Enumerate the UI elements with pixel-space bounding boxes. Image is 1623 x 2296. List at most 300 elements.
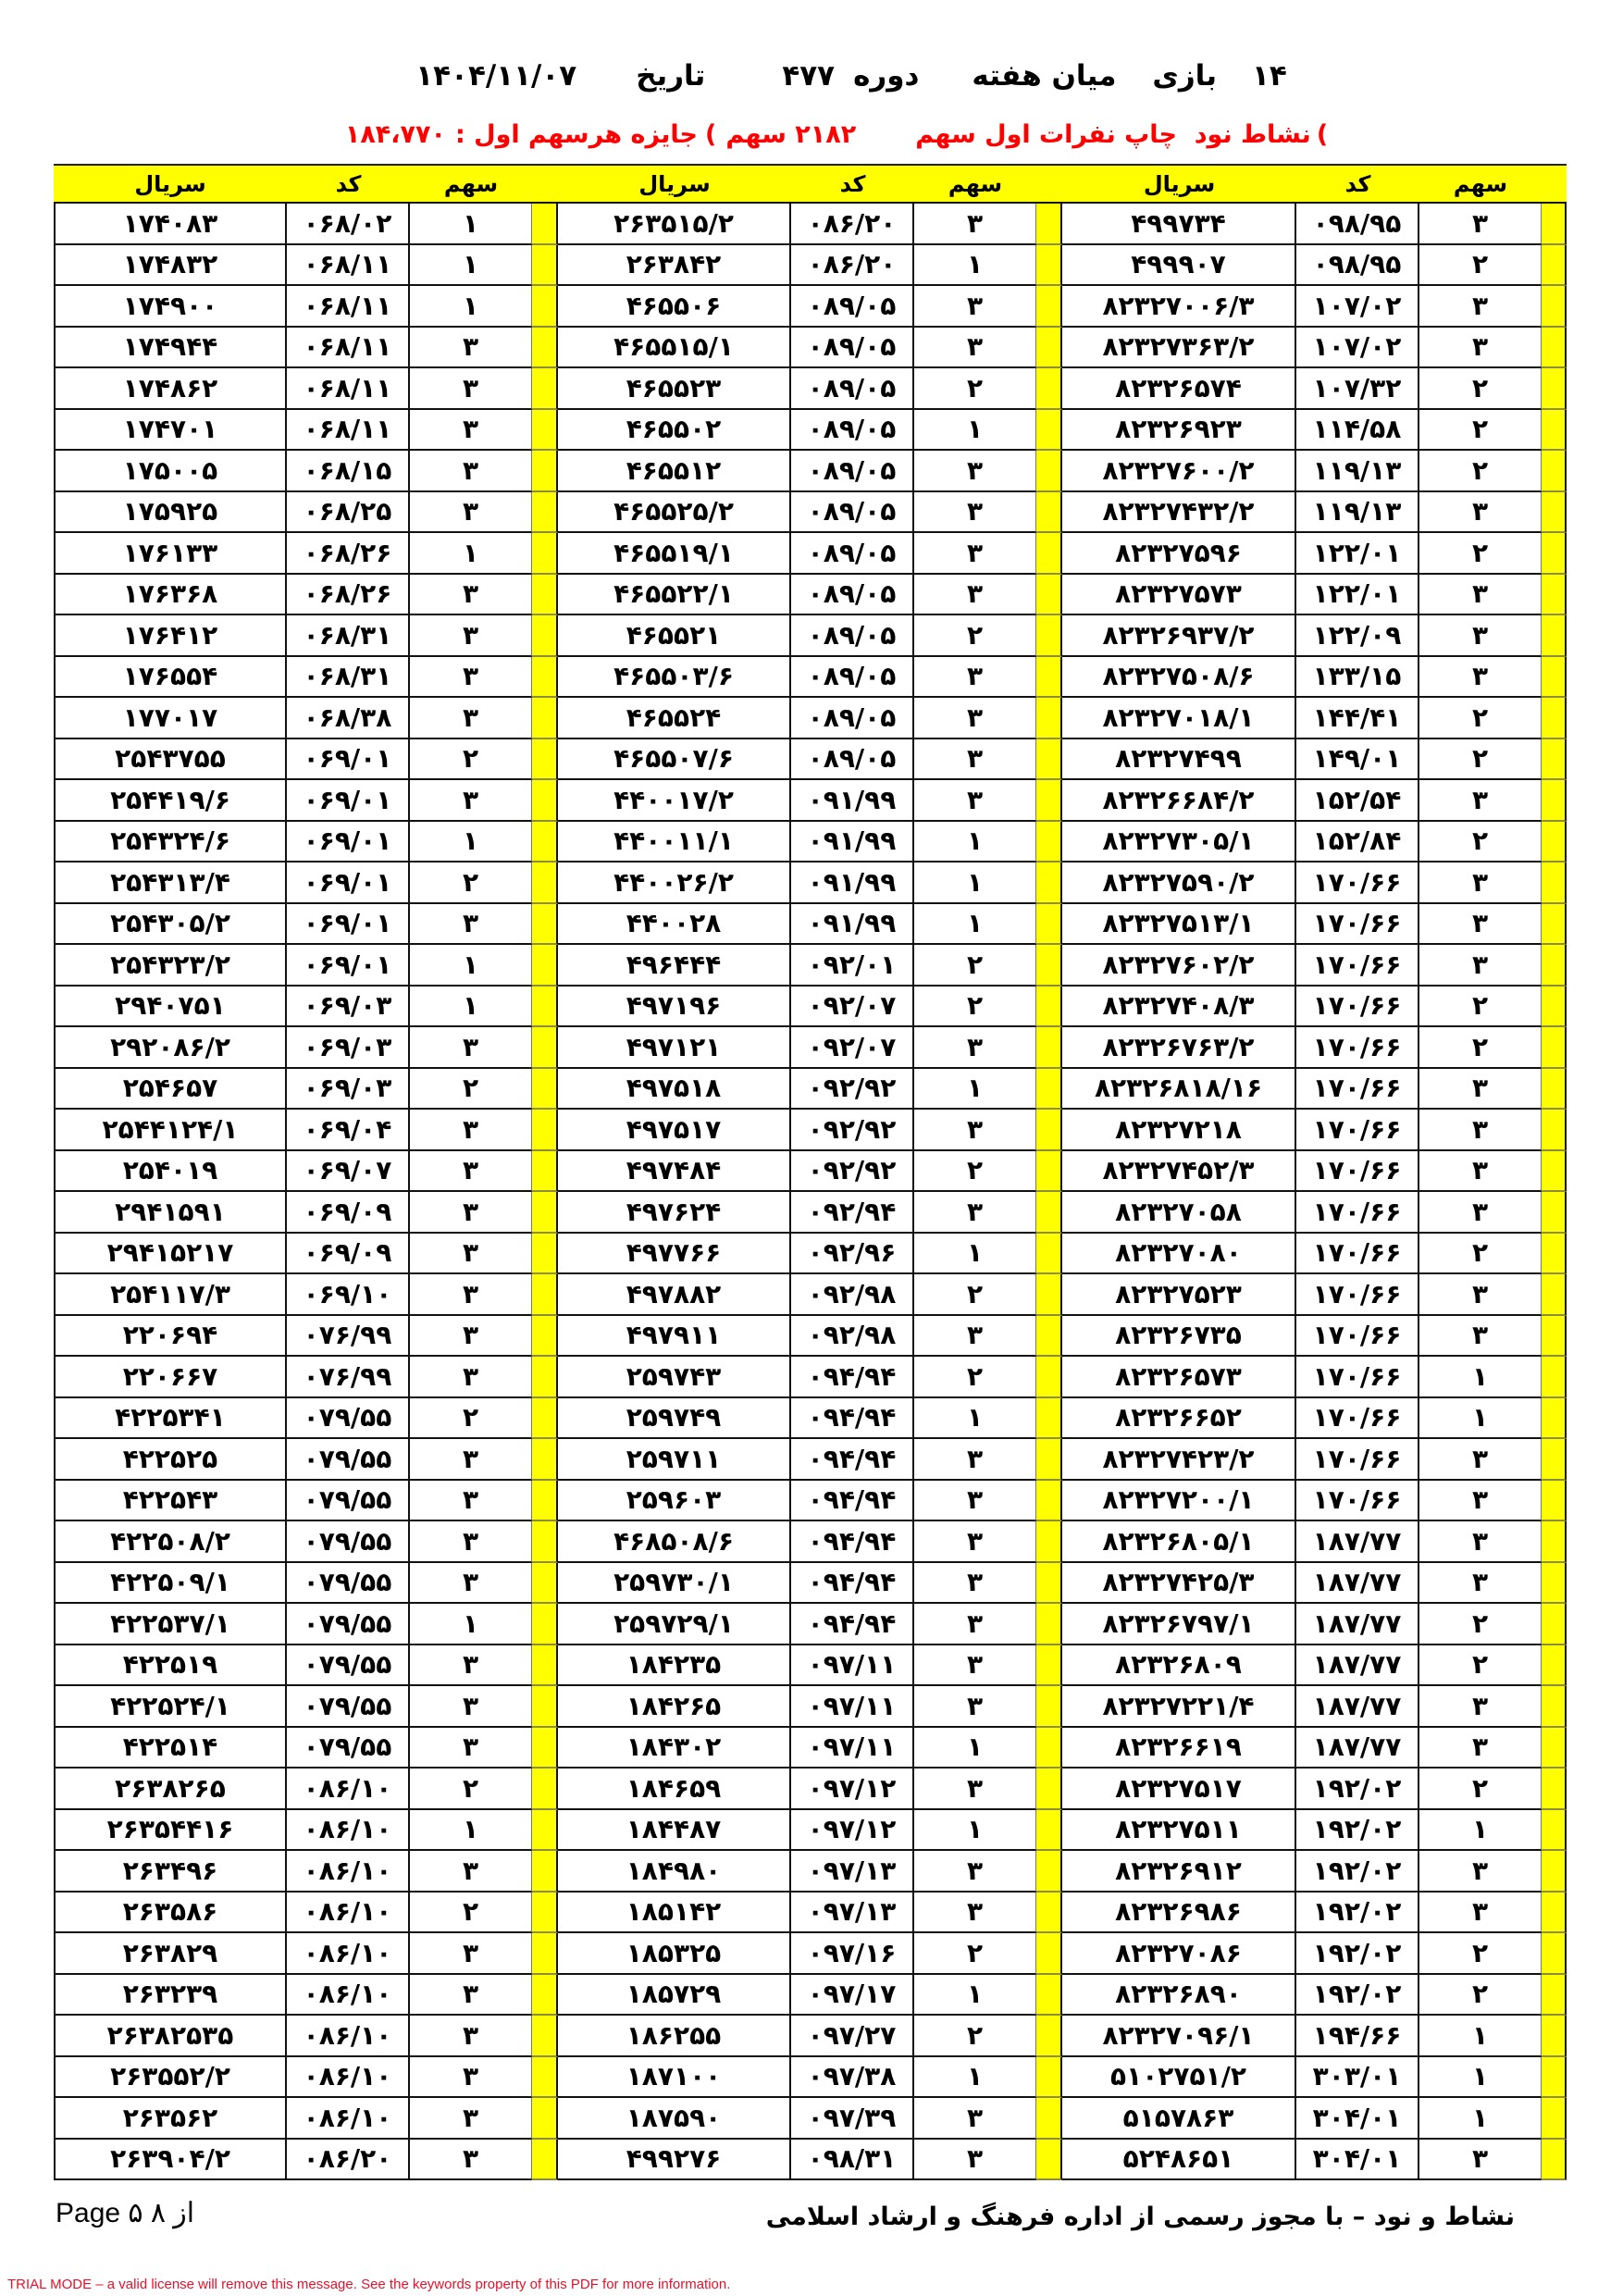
share-cell: ۳ [914,575,1036,616]
share-cell: ۳ [914,2098,1036,2140]
code-cell: ۰۷۹/۵۵ [287,1521,410,1563]
yellow-spacer [1542,1027,1567,1069]
code-cell: ۱۰۷/۰۲ [1296,286,1419,328]
date-label: تاریخ [636,59,706,93]
code-cell: ۰۶۹/۰۳ [287,987,410,1028]
code-cell: ۰۹۴/۹۴ [791,1481,914,1522]
code-cell: ۱۷۰/۶۶ [1296,1357,1419,1398]
share-cell: ۳ [914,492,1036,534]
yellow-spacer [532,533,558,575]
code-cell: ۰۹۷/۱۱ [791,1686,914,1728]
share-cell: ۳ [410,1933,532,1975]
share-cell: ۳ [1419,286,1542,328]
yellow-spacer [1542,780,1567,822]
serial-cell: ۲۵۴۱۱۷/۳ [54,1274,287,1316]
yellow-spacer [1542,204,1567,245]
share-cell: ۱ [410,533,532,575]
table-row [54,1357,1567,1398]
yellow-spacer [532,1234,558,1275]
serial-cell: ۱۷۵۰۰۵ [54,451,287,492]
serial-cell: ۱۸۴۹۸۰ [558,1851,791,1893]
serial-cell: ۸۲۳۲۷۰۸۰ [1062,1234,1296,1275]
yellow-spacer [1036,2057,1062,2099]
share-cell: ۳ [914,1893,1036,1934]
yellow-spacer [532,1357,558,1398]
code-cell: ۱۹۲/۰۲ [1296,1810,1419,1852]
column-header-serial: سریال [134,170,206,197]
share-cell: ۲ [1419,987,1542,1028]
table-row [54,1151,1567,1193]
serial-cell: ۲۵۴۳۰۵/۲ [54,904,287,946]
share-cell: ۳ [914,780,1036,822]
serial-cell: ۴۶۵۵۰۳/۶ [558,657,791,699]
table-row [54,2057,1567,2099]
share-cell: ۲ [1419,1645,1542,1687]
table-row [54,1933,1567,1975]
serial-cell: ۸۲۳۲۷۴۰۸/۳ [1062,987,1296,1028]
share-cell: ۳ [410,657,532,699]
serial-cell: ۲۵۴۴۱۲۴/۱ [54,1110,287,1151]
serial-cell: ۴۲۲۵۳۷/۱ [54,1604,287,1645]
serial-cell: ۴۹۷۶۲۴ [558,1192,791,1234]
yellow-spacer [1542,739,1567,781]
yellow-spacer [532,1110,558,1151]
share-cell: ۳ [410,698,532,739]
code-cell: ۱۸۷/۷۷ [1296,1686,1419,1728]
share-cell: ۱ [914,1398,1036,1440]
share-cell: ۱ [410,945,532,987]
table-row [54,1645,1567,1687]
yellow-spacer [1542,492,1567,534]
share-cell: ۳ [410,1192,532,1234]
code-cell: ۰۹۱/۹۹ [791,822,914,863]
yellow-spacer [1542,1110,1567,1151]
yellow-spacer [1542,945,1567,987]
yellow-spacer [532,1686,558,1728]
code-cell: ۱۷۰/۶۶ [1296,863,1419,904]
serial-cell: ۴۶۵۵۰۶ [558,286,791,328]
code-cell: ۰۸۶/۱۰ [287,1893,410,1934]
code-cell: ۰۹۸/۹۵ [1296,245,1419,287]
share-cell: ۳ [410,1686,532,1728]
code-cell: ۱۲۲/۰۹ [1296,615,1419,657]
code-cell: ۱۹۲/۰۲ [1296,1893,1419,1934]
share-cell: ۱ [410,1604,532,1645]
share-cell: ۳ [1419,1563,1542,1605]
share-cell: ۲ [1419,1027,1542,1069]
column-header-share: سهم [948,170,1003,197]
code-cell: ۰۹۴/۹۴ [791,1439,914,1481]
serial-cell: ۱۷۶۱۳۳ [54,533,287,575]
code-cell: ۰۹۷/۲۷ [791,2016,914,2057]
serial-cell: ۲۹۲۰۸۶/۲ [54,1027,287,1069]
yellow-spacer [1542,328,1567,369]
code-cell: ۱۸۷/۷۷ [1296,1728,1419,1769]
yellow-spacer [1036,204,1062,245]
code-cell: ۱۸۷/۷۷ [1296,1604,1419,1645]
yellow-spacer [532,987,558,1028]
code-cell: ۰۹۷/۱۲ [791,1769,914,1810]
game-number: ۱۴ [1251,59,1287,93]
serial-cell: ۸۲۳۲۷۶۰۰/۲ [1062,451,1296,492]
code-cell: ۰۷۹/۵۵ [287,1563,410,1605]
share-cell: ۱ [914,904,1036,946]
code-cell: ۰۹۸/۳۱ [791,2140,914,2181]
yellow-spacer [1542,698,1567,739]
serial-cell: ۸۲۳۲۶۹۲۳ [1062,410,1296,452]
serial-cell: ۲۵۴۶۵۷ [54,1069,287,1111]
table-row [54,1316,1567,1358]
yellow-spacer [1542,987,1567,1028]
yellow-spacer [1542,1933,1567,1975]
yellow-spacer [1036,1110,1062,1151]
share-cell: ۱ [1419,1398,1542,1440]
share-cell: ۲ [1419,451,1542,492]
share-cell: ۳ [914,328,1036,369]
table-row [54,1851,1567,1893]
yellow-spacer [1542,863,1567,904]
code-cell: ۰۷۹/۵۵ [287,1645,410,1687]
table-row [54,245,1567,287]
table-row [54,1192,1567,1234]
code-cell: ۰۹۷/۱۱ [791,1728,914,1769]
share-cell: ۱ [1419,1357,1542,1398]
share-cell: ۲ [1419,368,1542,410]
summary-total-shares: ۲۱۸۲ سهم [725,120,857,149]
yellow-spacer [532,698,558,739]
serial-cell: ۸۲۳۲۷۲۱۸ [1062,1110,1296,1151]
code-cell: ۰۶۸/۰۲ [287,204,410,245]
yellow-spacer [1542,1645,1567,1687]
code-cell: ۱۷۰/۶۶ [1296,1151,1419,1193]
yellow-spacer [1036,1234,1062,1275]
serial-cell: ۲۵۴۳۲۳/۲ [54,945,287,987]
yellow-spacer [1036,1645,1062,1687]
share-cell: ۳ [410,2057,532,2099]
share-cell: ۱ [1419,2016,1542,2057]
yellow-spacer [1036,698,1062,739]
yellow-spacer [1036,1933,1062,1975]
share-cell: ۱ [410,245,532,287]
share-cell: ۳ [914,1521,1036,1563]
serial-cell: ۴۲۲۵۰۹/۱ [54,1563,287,1605]
share-cell: ۲ [410,1769,532,1810]
yellow-spacer [1036,1027,1062,1069]
share-cell: ۲ [1419,1769,1542,1810]
share-cell: ۳ [1419,780,1542,822]
serial-cell: ۲۵۹۷۴۹ [558,1398,791,1440]
table-row [54,1686,1567,1728]
code-cell: ۱۲۲/۰۱ [1296,533,1419,575]
yellow-spacer [1542,1769,1567,1810]
share-cell: ۳ [410,328,532,369]
yellow-spacer [1036,1604,1062,1645]
serial-cell: ۸۲۳۲۷۴۲۳/۲ [1062,1439,1296,1481]
serial-cell: ۸۲۳۲۷۴۹۹ [1062,739,1296,781]
share-cell: ۳ [1419,492,1542,534]
code-cell: ۱۷۰/۶۶ [1296,1069,1419,1111]
serial-cell: ۸۲۳۲۷۵۷۳ [1062,575,1296,616]
share-cell: ۳ [914,1027,1036,1069]
code-cell: ۰۷۶/۹۹ [287,1316,410,1358]
serial-cell: ۵۱۵۷۸۶۳ [1062,2098,1296,2140]
table-row [54,2098,1567,2140]
share-cell: ۱ [1419,1810,1542,1852]
share-cell: ۱ [410,1810,532,1852]
share-cell: ۳ [914,1192,1036,1234]
yellow-spacer [1542,533,1567,575]
serial-cell: ۸۲۳۲۶۹۳۷/۲ [1062,615,1296,657]
serial-cell: ۲۶۳۹۰۴/۲ [54,2140,287,2181]
yellow-spacer [532,368,558,410]
table-row [54,1069,1567,1111]
code-cell: ۰۹۴/۹۴ [791,1357,914,1398]
code-cell: ۰۹۲/۹۲ [791,1151,914,1193]
serial-cell: ۱۷۴۹۰۰ [54,286,287,328]
table-row [54,615,1567,657]
summary-prize-label: جایزه هرسهم اول : [454,120,698,149]
code-cell: ۰۸۶/۱۰ [287,1851,410,1893]
share-cell: ۳ [410,2140,532,2181]
yellow-spacer [1036,780,1062,822]
code-cell: ۰۸۶/۱۰ [287,1810,410,1852]
code-cell: ۰۶۹/۰۱ [287,780,410,822]
yellow-spacer [1036,2098,1062,2140]
serial-cell: ۸۲۳۲۷۵۰۸/۶ [1062,657,1296,699]
serial-cell: ۸۲۳۲۶۸۱۸/۱۶ [1062,1069,1296,1111]
yellow-spacer [1542,1563,1567,1605]
code-cell: ۰۹۲/۰۷ [791,1027,914,1069]
yellow-spacer [1542,286,1567,328]
serial-cell: ۱۸۴۲۶۵ [558,1686,791,1728]
share-cell: ۳ [914,1110,1036,1151]
yellow-spacer [1036,410,1062,452]
yellow-spacer [532,1604,558,1645]
code-cell: ۰۶۸/۱۱ [287,410,410,452]
code-cell: ۱۷۰/۶۶ [1296,1481,1419,1522]
serial-cell: ۴۴۰۰۲۸ [558,904,791,946]
yellow-spacer [532,575,558,616]
serial-cell: ۲۵۴۳۱۳/۴ [54,863,287,904]
code-cell: ۰۶۸/۳۱ [287,657,410,699]
yellow-spacer [1542,1316,1567,1358]
serial-cell: ۲۵۹۷۲۹/۱ [558,1604,791,1645]
code-cell: ۱۸۷/۷۷ [1296,1645,1419,1687]
yellow-spacer [532,492,558,534]
share-cell: ۲ [914,1933,1036,1975]
yellow-spacer [1036,945,1062,987]
share-cell: ۳ [1419,1439,1542,1481]
table-row [54,533,1567,575]
share-cell: ۳ [410,615,532,657]
yellow-spacer [532,286,558,328]
share-cell: ۲ [914,2016,1036,2057]
serial-cell: ۴۹۹۹۰۷ [1062,245,1296,287]
share-cell: ۱ [914,1234,1036,1275]
yellow-spacer [1542,1604,1567,1645]
yellow-spacer [1542,1069,1567,1111]
yellow-spacer [1542,451,1567,492]
serial-cell: ۴۹۷۸۸۲ [558,1274,791,1316]
share-cell: ۳ [1419,863,1542,904]
serial-cell: ۱۸۵۳۲۵ [558,1933,791,1975]
serial-cell: ۱۷۶۴۱۲ [54,615,287,657]
code-cell: ۱۹۲/۰۲ [1296,1975,1419,2017]
serial-cell: ۱۸۴۴۸۷ [558,1810,791,1852]
code-cell: ۱۷۰/۶۶ [1296,1316,1419,1358]
table-row [54,1728,1567,1769]
trial-mode-notice: TRIAL MODE – a valid license will remove this message. See the keywords property of this PDF for more information. [7,2277,731,2292]
yellow-spacer [1036,1893,1062,1934]
share-cell: ۲ [914,1357,1036,1398]
share-cell: ۳ [410,2098,532,2140]
yellow-spacer [1036,1439,1062,1481]
code-cell: ۰۷۹/۵۵ [287,1604,410,1645]
yellow-spacer [532,451,558,492]
code-cell: ۰۸۹/۰۵ [791,410,914,452]
yellow-spacer [532,328,558,369]
code-cell: ۰۶۸/۱۱ [287,245,410,287]
share-cell: ۲ [410,1398,532,1440]
share-cell: ۱ [914,2057,1036,2099]
yellow-spacer [1036,1686,1062,1728]
share-cell: ۱ [914,410,1036,452]
share-cell: ۳ [914,1851,1036,1893]
yellow-spacer [1036,2016,1062,2057]
yellow-spacer [532,1769,558,1810]
serial-cell: ۲۶۳۴۹۶ [54,1851,287,1893]
share-cell: ۳ [914,451,1036,492]
share-cell: ۳ [410,1151,532,1193]
share-cell: ۲ [1419,1933,1542,1975]
code-cell: ۳۰۳/۰۱ [1296,2057,1419,2099]
serial-cell: ۲۹۴۰۷۵۱ [54,987,287,1028]
yellow-spacer [1036,1481,1062,1522]
share-cell: ۳ [1419,945,1542,987]
draw-date: ۱۴۰۴/۱۱/۰۷ [415,59,577,93]
share-cell: ۳ [410,904,532,946]
share-cell: ۳ [410,492,532,534]
code-cell: ۱۷۰/۶۶ [1296,945,1419,987]
share-cell: ۲ [914,1151,1036,1193]
share-cell: ۳ [914,698,1036,739]
yellow-spacer [532,1851,558,1893]
footer-license-text: نشاط و نود – با مجوز رسمی از اداره فرهنگ و ارشاد اسلامی [765,2203,1515,2231]
code-cell: ۰۸۹/۰۵ [791,368,914,410]
code-cell: ۰۸۶/۱۰ [287,1769,410,1810]
column-header-code: کد [839,170,866,197]
code-cell: ۰۹۲/۹۴ [791,1192,914,1234]
share-cell: ۳ [1419,575,1542,616]
code-cell: ۰۸۹/۰۵ [791,698,914,739]
table-row [54,739,1567,781]
table-row [54,780,1567,822]
code-cell: ۱۵۲/۸۴ [1296,822,1419,863]
serial-cell: ۸۲۳۲۷۵۱۱ [1062,1810,1296,1852]
code-cell: ۱۹۴/۶۶ [1296,2016,1419,2057]
serial-cell: ۲۶۳۵۱۵/۲ [558,204,791,245]
code-cell: ۱۷۰/۶۶ [1296,1439,1419,1481]
code-cell: ۰۹۲/۹۶ [791,1234,914,1275]
yellow-spacer [1542,368,1567,410]
yellow-spacer [1036,904,1062,946]
share-cell: ۳ [914,1563,1036,1605]
page-indicator: Page ۵ ۸ از [56,2198,195,2228]
share-cell: ۳ [914,1686,1036,1728]
serial-cell: ۴۶۵۵۲۴ [558,698,791,739]
serial-cell: ۸۲۳۲۷۲۰۰/۱ [1062,1481,1296,1522]
code-cell: ۰۸۶/۲۰ [791,204,914,245]
serial-cell: ۲۲۰۶۹۴ [54,1316,287,1358]
yellow-spacer [1542,1851,1567,1893]
yellow-spacer [1036,2140,1062,2181]
code-cell: ۰۶۸/۲۶ [287,533,410,575]
share-cell: ۱ [1419,2057,1542,2099]
code-cell: ۰۶۹/۰۳ [287,1069,410,1111]
header-spacer [1036,166,1062,202]
serial-cell: ۴۹۷۱۹۶ [558,987,791,1028]
code-cell: ۰۹۱/۹۹ [791,863,914,904]
code-cell: ۰۸۹/۰۵ [791,615,914,657]
serial-cell: ۸۲۳۲۷۳۶۳/۲ [1062,328,1296,369]
share-cell: ۲ [914,987,1036,1028]
table-row [54,1893,1567,1934]
yellow-spacer [1036,575,1062,616]
code-cell: ۰۹۴/۹۴ [791,1521,914,1563]
code-cell: ۰۹۷/۱۲ [791,1810,914,1852]
yellow-spacer [1036,1398,1062,1440]
code-cell: ۱۴۴/۴۱ [1296,698,1419,739]
code-cell: ۰۷۹/۵۵ [287,1439,410,1481]
yellow-spacer [532,1439,558,1481]
period-label: دوره [853,59,920,93]
serial-cell: ۲۵۴۰۱۹ [54,1151,287,1193]
yellow-spacer [1036,615,1062,657]
yellow-spacer [532,1645,558,1687]
serial-cell: ۱۸۵۷۲۹ [558,1975,791,2017]
share-cell: ۲ [914,945,1036,987]
yellow-spacer [532,1316,558,1358]
yellow-spacer [1542,2140,1567,2181]
table-row [54,451,1567,492]
share-cell: ۳ [1419,2140,1542,2181]
share-cell: ۱ [914,1069,1036,1111]
yellow-spacer [532,1893,558,1934]
serial-cell: ۱۷۴۸۶۲ [54,368,287,410]
serial-cell: ۸۲۳۲۶۵۷۴ [1062,368,1296,410]
serial-cell: ۲۶۳۵۵۲/۲ [54,2057,287,2099]
yellow-spacer [1542,410,1567,452]
serial-cell: ۴۶۵۵۱۹/۱ [558,533,791,575]
share-cell: ۳ [410,1851,532,1893]
yellow-spacer [1542,657,1567,699]
code-cell: ۰۹۴/۹۴ [791,1604,914,1645]
serial-cell: ۲۵۴۳۷۵۵ [54,739,287,781]
yellow-spacer [532,1563,558,1605]
column-header-code: کد [335,170,362,197]
serial-cell: ۴۲۲۵۴۳ [54,1481,287,1522]
share-cell: ۲ [1419,1234,1542,1275]
share-cell: ۳ [410,1274,532,1316]
yellow-spacer [1036,1151,1062,1193]
share-cell: ۱ [914,1975,1036,2017]
yellow-spacer [1036,533,1062,575]
yellow-spacer [532,945,558,987]
serial-cell: ۸۲۳۲۷۴۵۲/۳ [1062,1151,1296,1193]
serial-cell: ۱۸۷۱۰۰ [558,2057,791,2099]
yellow-spacer [532,2057,558,2099]
serial-cell: ۴۹۷۱۲۱ [558,1027,791,1069]
